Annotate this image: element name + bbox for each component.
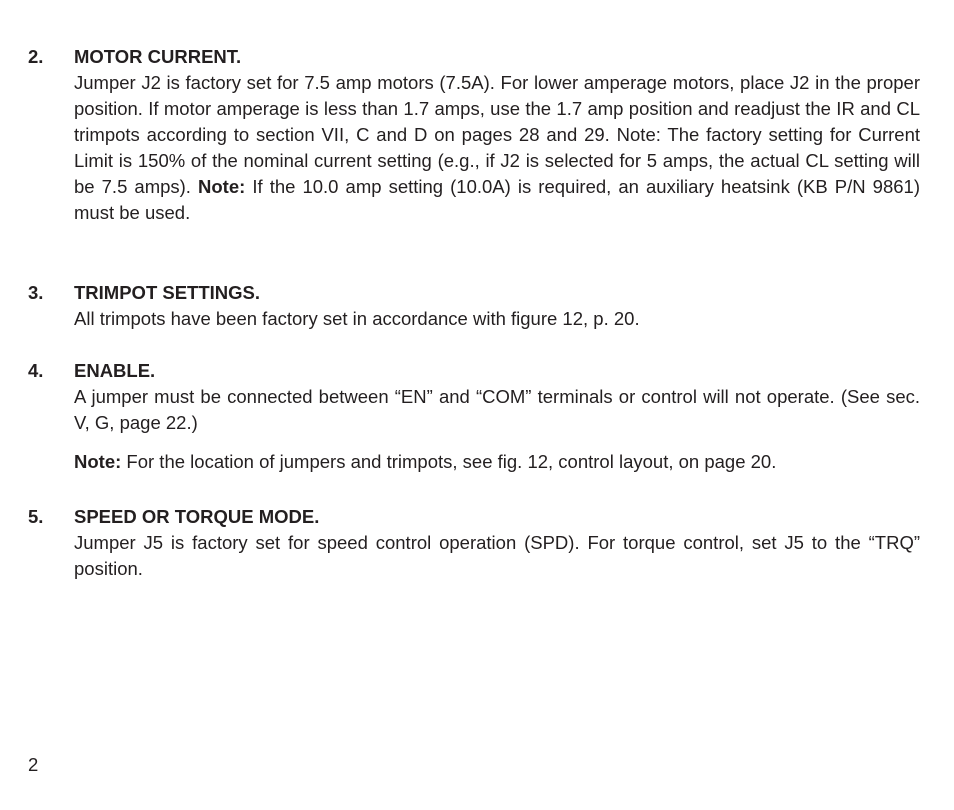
section-body: A jumper must be connected between “EN” and “COM” terminals or control will not operate. (See sec. V, G, page 22.) (74, 386, 920, 433)
page-number: 2 (28, 754, 39, 775)
section-heading: MOTOR CURRENT. (74, 46, 242, 67)
section-number: 2. (28, 46, 44, 67)
body-text-continued: If the 10.0 amp setting (10.0A) is required, an auxiliary heatsink (KB P/N 9861) must be used. (74, 176, 920, 223)
note-label: Note: (198, 176, 246, 197)
section-heading: SPEED OR TORQUE MODE. (74, 506, 320, 527)
section-body (74, 70, 920, 226)
note-text: For the location of jumpers and trimpots, see fig. 12, control layout, on page 20. (121, 451, 777, 472)
section-body: Jumper J5 is factory set for speed control operation (SPD). For torque control, set J5 to the “TRQ” position. (74, 532, 920, 579)
section-body: All trimpots have been factory set in accordance with figure 12, p. 20. (74, 308, 640, 329)
section-enable (28, 358, 920, 475)
section-motor-current (28, 44, 920, 226)
body-text: Jumper J2 is factory set for 7.5 amp motors (7.5A). For lower amperage motors, place J2 in the proper position. If motor amperage is less than 1.7 amps, use the 1.7 amp position and readjust the IR and CL trimpots according to section VII, C and D on pages 28 and 29. Note: The factory setting for Current Limit is 150% of the nominal current setting (e.g., if J2 is selected for 5 amps, the actual CL setting will be 7.5 amps). (74, 72, 920, 197)
note-label: Note: (74, 451, 122, 472)
section-heading: TRIMPOT SETTINGS. (74, 282, 261, 303)
section-number: 4. (28, 360, 44, 381)
section-trimpot-settings (28, 280, 920, 332)
section-speed-torque-mode (28, 504, 920, 582)
section-number: 5. (28, 506, 44, 527)
section-heading: ENABLE. (74, 360, 156, 381)
section-number: 3. (28, 282, 44, 303)
note-block (74, 449, 920, 475)
